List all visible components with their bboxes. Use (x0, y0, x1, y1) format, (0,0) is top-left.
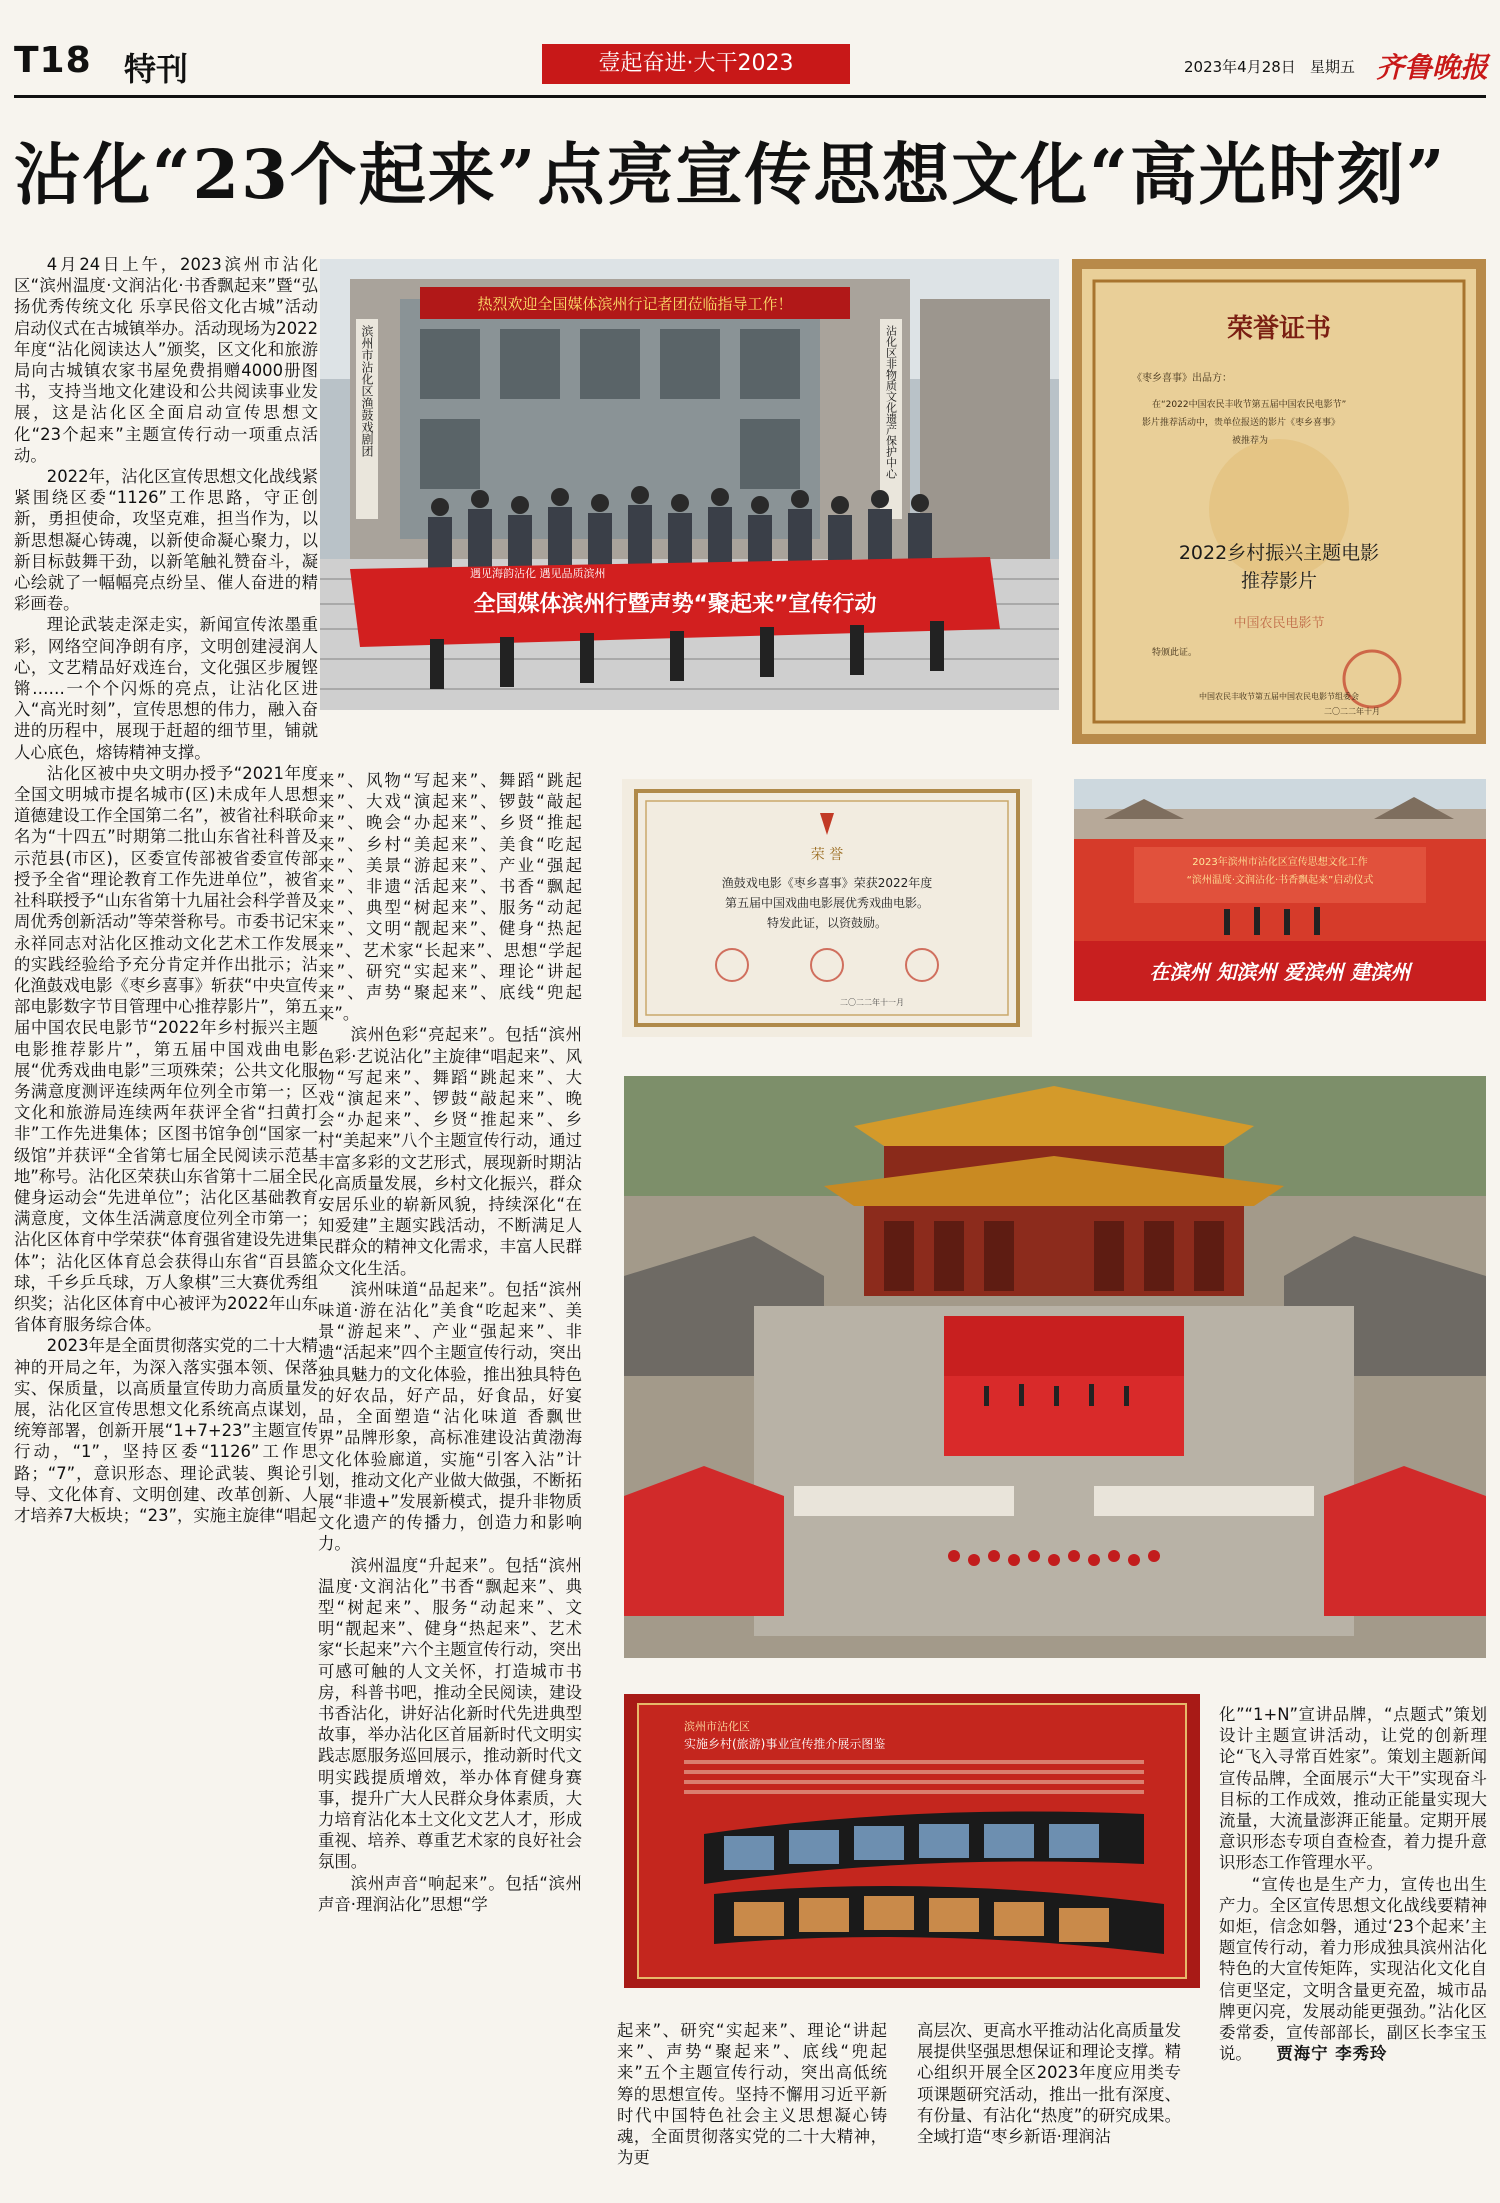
launch-stage-photo (1074, 779, 1486, 1001)
certificate-issuer: 中国农民丰收节第五届中国农民电影节组委会 (1199, 692, 1359, 701)
paragraph: 沾化区被中央文明办授予“2021年度全国文明城市提名城市(区)未成年人思想道德建设工作全国第二名”，被省社科联命名为“十四五”时期第二批山东省社科普及示范县(市区)，区委宣传部被省委宣传部授予全省“理论教育工作先进单位”，被省社科联授予“山东省第十九届社会科学普及周优秀创新活动”等荣誉称号。市委书记宋永祥同志对沾化区推动文化艺术工作发展的实践经验给予充分肯定并作出批示；沾化渔鼓戏电影《枣乡喜事》斩获“中央宣传部电影数字节目管理中心推荐影片”，第五届中国农民电影节“2022年乡村振兴主题电影推荐影片”，第五届中国戏曲电影展“优秀戏曲电影”三项殊荣；公共文化服务满意度测评连续两年位列全市第一；区文化和旅游局连续两年获评全省“扫黄打非”工作先进集体；区图书馆争创“国家一级馆”并获评“全省第七届全民阅读示范基地”称号。沾化区荣获山东省第十二届全民健身运动会“先进单位”；沾化区基础教育满意度，文体生活满意度位列全市第一；沾化区体育中学荣获“体育强省建设先进集体”；沾化区体育总会获得山东省“百县篮球，千乡乒乓球，万人象棋”三大赛优秀组织奖；沾化区体育中心被评为2022年山东省体育服务综合体。 (14, 763, 318, 1335)
certificate-line: 《枣乡喜事》出品方： (1132, 373, 1232, 384)
article-column-1 (14, 254, 318, 2202)
headline: 沾化“23个起来”点亮宣传思想文化“高光时刻” (14, 135, 1447, 214)
stage-slogan: 在滨州 知滨州 爱滨州 建滨州 (1149, 960, 1411, 984)
certificate-award-2: 推荐影片 (1240, 570, 1318, 592)
author-byline: 贾海宁 李秀玲 (1276, 2044, 1388, 2064)
group-photo (320, 259, 1059, 710)
poster-subtitle: 实施乡村(旅游)事业宣传推介展示图鉴 (684, 1737, 886, 1751)
stage-banner-line-1: 2023年滨州市沾化区宣传思想文化工作 (1192, 857, 1368, 868)
certificate-line: 特发此证，以资鼓励。 (766, 916, 888, 930)
stage-banner-line-2: “滨州温度·文润沾化·书香飘起来”启动仪式 (1186, 875, 1374, 886)
certificate-line: 在“2022中国农民丰收节第五届中国农民电影节” (1152, 400, 1347, 410)
certificate-award: 2022乡村振兴主题电影 (1178, 542, 1380, 564)
certificate-date: 二〇二二年十月 (1324, 707, 1380, 716)
certificate-line: 渔鼓戏电影《枣乡喜事》荣获2022年度 (721, 876, 933, 890)
banner-small-text: 遇见海韵沾化 遇见品质滨州 (470, 567, 606, 580)
article-column-5 (1219, 1704, 1487, 2202)
article-column-2 (318, 770, 582, 2202)
honor-certificate-photo (1072, 259, 1486, 744)
issue-date: 2023年4月28日 (1184, 58, 1296, 76)
paragraph: 化”“1+N”宣讲品牌，“点题式”策划设计主题宣讲活动，让党的创新理论“飞入寻常百姓家”。策划主题新闻宣传品牌，全面展示“大干”实现奋斗目标的工作成效，推动正能量实现大流量，大流量澎湃正能量。定期开展意识形态专项自查检查，着力提升意识形态工作管理水平。 (1219, 1705, 1487, 1873)
paragraph: 高层次、更高水平推动沾化高质量发展提供坚强思想保证和理论支撑。精心组织开展全区2023年度应用类专项课题研究活动，推出一批有深度、有份量、有沾化“热度”的研究成果。全域打造“枣乡新语·理润沾 (917, 2021, 1181, 2147)
paragraph: 2022年，沾化区宣传思想文化战线紧紧围绕区委“1126”工作思路，守正创新，勇担使命，攻坚克难，担当作为，以新思想凝心铸魂，以新使命凝心聚力，以新目标鼓舞干劲，以新笔触礼赞奋斗，凝心绘就了一幅幅亮点纷呈、催人奋进的精彩画卷。 (14, 467, 318, 614)
certificate-note: 特颁此证。 (1152, 648, 1198, 658)
paragraph-text: “宣传也是生产力，宣传也出生产力。全区宣传思想文化战线要精神如炬，信念如磐，通过‘23个起来’主题宣传行动，着力形成独具滨州沾化特色的大宣传矩阵，实现沾化文化自信更坚定，文明含量更充盈，城市品牌更闪亮，发展动能更强劲。”沾化区委常委，宣传部部长，副区长李宝玉说。 (1219, 1874, 1487, 2064)
paragraph: 理论武装走深走实，新闻宣传浓墨重彩，网络空间净朗有序，文明创建浸润人心，文艺精品好戏连台，文化强区步履铿锵……一个个闪烁的亮点，让沾化区进入“高光时刻”，宣传思想的伟力，融入奋进的历程中，展现于赶超的细节里，铺就人心底色，熔铸精神支撑。 (14, 615, 318, 762)
paragraph: 滨州温度“升起来”。包括“滨州温度·文润沾化”书香“飘起来”、典型“树起来”、服务“动起来”、文明“靓起来”、健身“热起来”、艺术家“长起来”六个主题宣传行动，突出可感可触的人文关怀，打造城市书房，科普书吧，推动全民阅读，建设书香沾化，讲好沾化新时代先进典型故事，举办沾化区首届新时代文明实践志愿服务巡回展示，推动新时代文明实践提质增效，举办体育健身赛事，提升广大人民群众身体素质，大力培育沾化本土文化文艺人才，形成重视、培养、尊重艺术家的良好社会氛围。 (318, 1555, 582, 1872)
exhibition-poster-photo (624, 1694, 1200, 1988)
newspaper-logo: 齐鲁晚报 (1376, 51, 1489, 84)
article-column-3 (617, 2020, 887, 2202)
paragraph: 滨州声音“响起来”。包括“滨州声音·理润沾化”思想“学 (318, 1873, 582, 1914)
building-banner-text: 热烈欢迎全国媒体滨州行记者团莅临指导工作！ (477, 295, 793, 313)
temple-courtyard-photo (624, 1076, 1486, 1658)
certificate-line: 影片推荐活动中，贵单位报送的影片《枣乡喜事》 (1142, 418, 1341, 428)
paragraph: 滨州色彩“亮起来”。包括“滨州色彩·艺说沾化”主旋律“唱起来”、风物“写起来”、舞蹈“跳起来”、大戏“演起来”、锣鼓“敲起来”、晚会“办起来”、乡贤“推起来”、乡村“美起来”八个主题宣传行动，通过丰富多彩的文艺形式，展现新时期沾化高质量发展，乡村文化振兴，群众安居乐业的崭新风貌，持续深化“在知爱建”主题实践活动，不断满足人民群众的精神文化需求，丰富人民群众文化生活。 (318, 1025, 582, 1278)
certificate-line: 第五届中国戏曲电影展优秀戏曲电影。 (724, 896, 930, 910)
header-rule (14, 95, 1486, 98)
top-banner: 壹起奋进·大干2023 (542, 44, 850, 84)
paragraph: 来”、风物“写起来”、舞蹈“跳起来”、大戏“演起来”、锣鼓“敲起来”、晚会“办起来”、乡贤“推起来”、乡村“美起来”、美食“吃起来”、美景“游起来”、产业“强起来”、非遗“活起来”、书香“飘起来”、典型“树起来”、服务“动起来”、文明“靓起来”、健身“热起来”、艺术家“长起来”、思想“学起来”、研究“实起来”、理论“讲起来”、声势“聚起来”、底线“兜起来”。 (318, 771, 582, 1024)
certificate-stamp-text: 中国农民电影节 (1233, 616, 1325, 631)
paragraph: 4月24日上午，2023滨州市沾化区“滨州温度·文润沾化·书香飘起来”暨“弘扬优秀传统文化 乐享民俗文化古城”活动启动仪式在古城镇举办。活动现场为2022年度“沾化阅读达人”颁奖，区文化和旅游局向古城镇农家书屋免费捐赠4000册图书，支持当地文化建设和公共阅读事业发展，这是沾化区全面启动宣传思想文化“23个起来”主题宣传行动一项重点活动。 (14, 255, 318, 465)
certificate-line: 被推荐为 (1232, 436, 1269, 446)
paragraph: 2023年是全面贯彻落实党的二十大精神的开局之年，为深入落实强本领、保落实、保质量，以高质量宣传助力高质量发展，沾化区宣传思想文化系统高点谋划，统筹部署，创新开展“1+7+23”主题宣传行动，“1”，坚持区委“1126”工作思路；“7”，意识形态、理论武装、舆论引导、文化体育、文明创建、改革创新、人才培养7大板块；“23”，实施主旋律“唱起 (14, 1336, 318, 1525)
page-number: T18 (14, 40, 92, 81)
certificate-date: 二〇二二年十一月 (840, 998, 904, 1007)
drama-film-certificate-photo (622, 779, 1032, 1037)
vertical-sign-left: 滨州市沾化区渔鼓戏剧团 (360, 325, 374, 457)
article-column-4 (917, 2020, 1181, 2202)
paragraph: 滨州味道“品起来”。包括“滨州味道·游在沾化”美食“吃起来”、美景“游起来”、产业“强起来”、非遗“活起来”四个主题宣传行动，突出独具魅力的文化体验，推出独具特色的好农品，好产品，好食品，好宴品，全面塑造“沾化味道 香飘世界”品牌形象，高标准建设沾黄渤海文化体验廊道，实施“引客入沾”计划，推动文化产业做大做强，不断拓展“非遗+”发展新模式，提升非物质文化遗产的传播力，创造力和影响力。 (318, 1279, 582, 1554)
poster-title: 滨州市沾化区 (684, 1720, 750, 1733)
vertical-sign-right: 沾化区非物质文化遗产保护中心 (884, 325, 898, 479)
banner-main-text: 全国媒体滨州行暨声势“聚起来”宣传行动 (473, 592, 877, 617)
section-title: 特刊 (124, 50, 189, 88)
issue-weekday: 星期五 (1310, 58, 1356, 76)
certificate-title: 荣誉证书 (1226, 314, 1332, 344)
certificate-title: 荣 誉 (810, 847, 844, 863)
paragraph: 起来”、研究“实起来”、理论“讲起来”、声势“聚起来”、底线“兜起来”五个主题宣传行动，突出高低统筹的思想宣传。坚持不懈用习近平新时代中国特色社会主义思想凝心铸魂，全面贯彻落实党的二十大精神，为更 (617, 2021, 887, 2168)
paragraph (1219, 1874, 1487, 2065)
